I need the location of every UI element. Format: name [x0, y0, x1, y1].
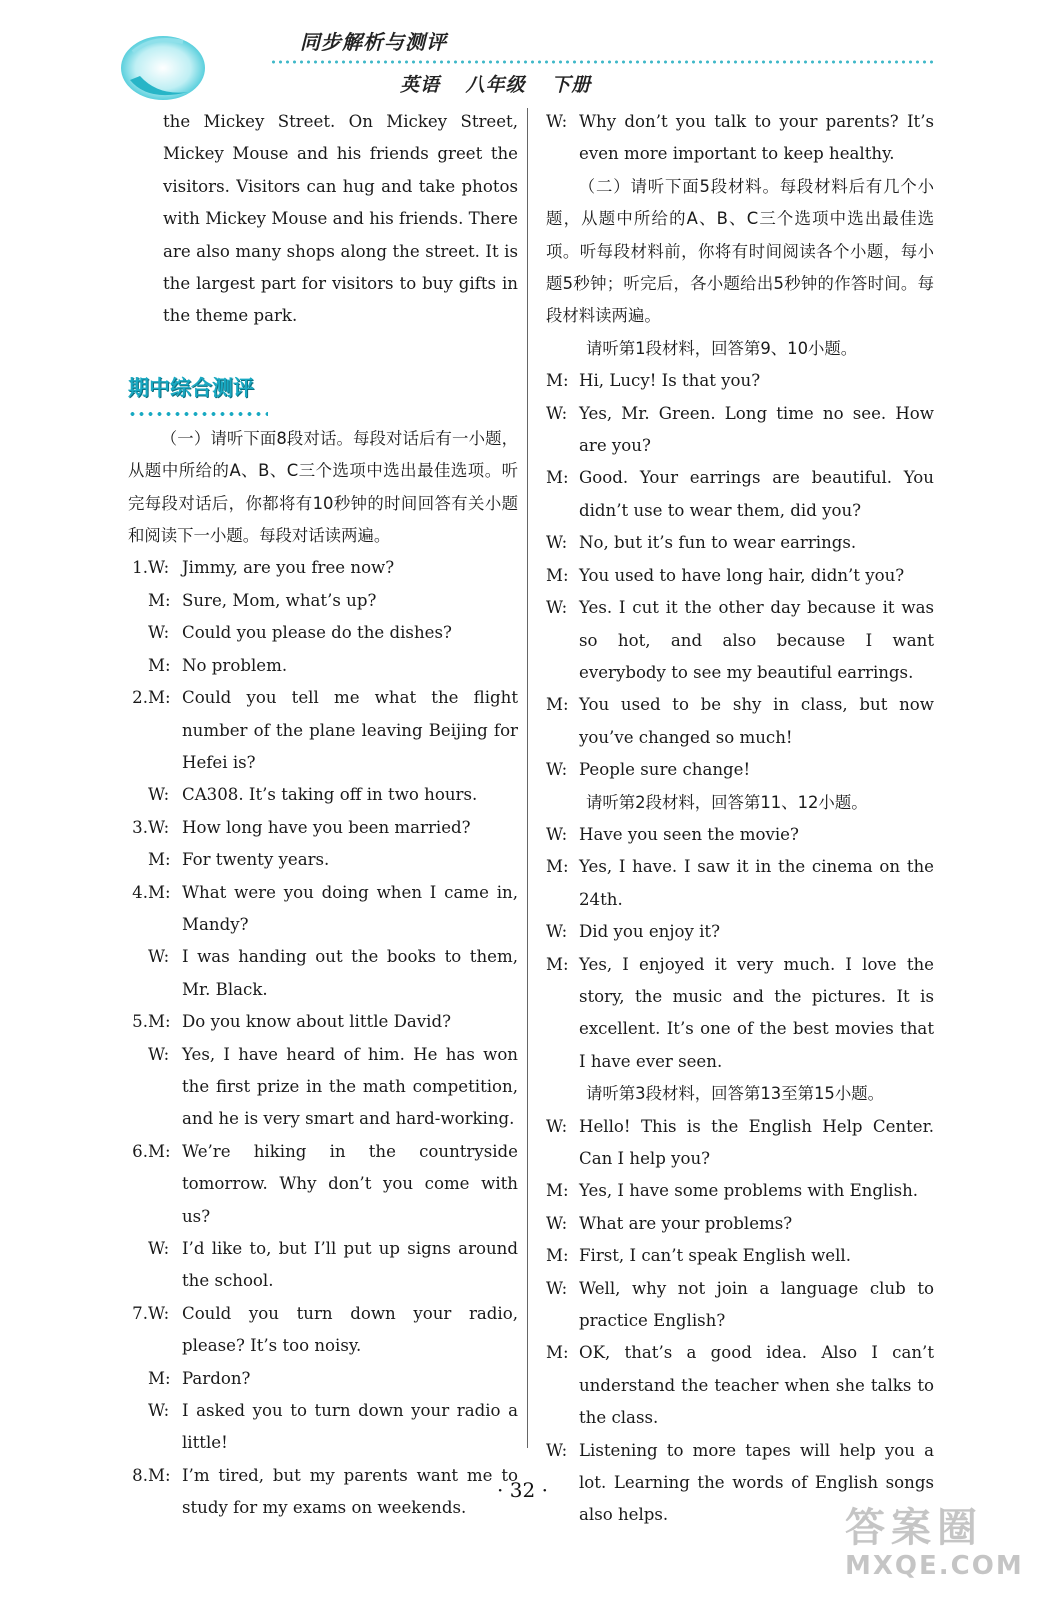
- question-number: 1.: [132, 558, 148, 578]
- speaker-label: M:: [546, 1181, 569, 1201]
- dialogue-line: [128, 1233, 518, 1298]
- dialogue-line: [128, 617, 518, 649]
- line-text: OK, that’s a good idea. Also I can’t understand the teacher when she talks to the class.: [579, 1343, 934, 1428]
- line-text: What are your problems?: [579, 1213, 793, 1233]
- watermark-bottom: MXQE.COM: [845, 1551, 1024, 1581]
- series-title: 同步解析与测评: [300, 30, 447, 54]
- watermark-top: 答案圈: [845, 1505, 983, 1551]
- intro-paragraph: the Mickey Street. On Mickey Street, Mickey Mouse and his friends greet the visitors. Visitors can hug and take photos with Mickey Mouse and his friends. There are also many shops along the street. It is the largest part for visitors to buy gifts in the theme park.: [163, 112, 518, 326]
- line-text: I asked you to turn down your radio a little!: [182, 1401, 518, 1453]
- speaker-label: W:: [546, 403, 568, 423]
- dialogue-line: [128, 1006, 518, 1038]
- speaker-label: M:: [148, 1368, 171, 1388]
- speaker-label: M:: [546, 468, 569, 488]
- question-number: 4.: [132, 882, 148, 902]
- line-text: Yes, I have. I saw it in the cinema on the 24th.: [579, 857, 934, 909]
- line-text: Could you turn down your radio, please? It’s too noisy.: [182, 1303, 518, 1356]
- speaker-label: M:: [148, 655, 171, 675]
- line-text: You used to have long hair, didn’t you?: [579, 565, 905, 585]
- question-number: 2.: [132, 688, 148, 708]
- speaker-label: M:: [546, 857, 569, 877]
- line-text: Listening to more tapes will help you a lot. Learning the words of English songs also helps.: [579, 1440, 934, 1525]
- line-text: I’m tired, but my parents want me to study for my exams on weekends.: [182, 1465, 518, 1518]
- speaker-label: W:: [148, 947, 170, 967]
- speaker-label: M:: [546, 1343, 569, 1363]
- dialogue-line: [128, 552, 518, 584]
- line-text: Do you know about little David?: [182, 1012, 451, 1032]
- line-text: Good. Your earrings are beautiful. You didn’t use to wear them, did you?: [579, 468, 934, 520]
- line-text: Yes, I have heard of him. He has won the first prize in the math competition, and he is very smart and hard-working.: [182, 1044, 518, 1129]
- speaker-label: M:: [148, 1141, 171, 1161]
- material-heading: 请听第3段材料，回答第13至第15小题。: [586, 1084, 884, 1104]
- dialogue-line: [546, 949, 934, 1079]
- line-text: Why don’t you talk to your parents? It’s even more important to keep healthy.: [579, 112, 934, 164]
- line-text: People sure change!: [579, 760, 751, 780]
- dialogue-line: [546, 689, 934, 754]
- speaker-label: W:: [148, 1044, 170, 1064]
- dialogue-line: [546, 1240, 934, 1272]
- speaker-label: M:: [546, 1246, 569, 1266]
- dialogue-line: [546, 1175, 934, 1207]
- speaker-label: W:: [148, 1303, 170, 1323]
- line-text: I’d like to, but I’ll put up signs around the school.: [182, 1239, 518, 1291]
- speaker-label: M:: [148, 590, 171, 610]
- speaker-label: W:: [148, 1401, 170, 1421]
- dialogue-line: [546, 527, 934, 559]
- dialogue-line: [546, 365, 934, 397]
- line-text: First, I can’t speak English well.: [579, 1246, 852, 1266]
- line-text: CA308. It’s taking off in two hours.: [182, 785, 478, 805]
- question-number: 3.: [132, 817, 148, 837]
- speaker-label: W:: [546, 598, 568, 618]
- material-list: [546, 333, 934, 1532]
- material-heading: 请听第2段材料，回答第11、12小题。: [586, 792, 868, 812]
- dialogue-line: [128, 682, 518, 779]
- part1-instructions: （一）请听下面8段对话。每段对话后有一小题，从题中所给的A、B、C三个选项中选出最佳选项。听完每段对话后，你都将有10秒钟的时间回答有关小题和阅读下一小题。每段对话读两遍。: [128, 428, 518, 546]
- speaker-label: M:: [148, 850, 171, 870]
- speaker-label: W:: [546, 533, 568, 553]
- right-column: [546, 106, 934, 1532]
- speaker-label: M:: [546, 371, 569, 391]
- line-text: Yes, I enjoyed it very much. I love the story, the music and the pictures. It is excellent. It’s one of the best movies that I have ever seen.: [579, 954, 934, 1071]
- dialogue-line: [546, 916, 934, 948]
- dialogue-line: [128, 1363, 518, 1395]
- dialogue-line: [128, 941, 518, 1006]
- dialogue-line: [546, 1208, 934, 1240]
- dialogue-line: [128, 650, 518, 682]
- dialogue-line: [128, 1039, 518, 1136]
- series-logo: [118, 30, 213, 105]
- line-text: For twenty years.: [182, 850, 330, 870]
- line-text: Yes, I have some problems with English.: [579, 1181, 919, 1201]
- dialogue-line: [546, 1273, 934, 1338]
- speaker-label: M:: [546, 954, 569, 974]
- line-text: Sure, Mom, what’s up?: [182, 590, 377, 610]
- dialogue-line: [128, 1395, 518, 1460]
- speaker-label: W:: [148, 817, 170, 837]
- line-text: No, but it’s fun to wear earrings.: [579, 533, 857, 553]
- dialogue-line: [128, 877, 518, 942]
- left-column: [128, 106, 518, 1525]
- line-text: Could you please do the dishes?: [182, 623, 452, 643]
- line-text: Hello! This is the English Help Center. Can I help you?: [579, 1116, 934, 1168]
- line-text: Yes, Mr. Green. Long time no see. How are you?: [579, 403, 934, 456]
- line-text: Have you seen the movie?: [579, 824, 799, 844]
- question-number: 8.: [132, 1465, 148, 1485]
- speaker-label: W:: [148, 1239, 170, 1258]
- dialogue-line: [128, 1136, 518, 1233]
- line-text: What were you doing when I came in, Mandy?: [182, 882, 518, 934]
- page-number: · 32 ·: [497, 1478, 548, 1502]
- dialogue-line: [546, 106, 934, 171]
- line-text: We’re hiking in the countryside tomorrow. Why don’t you come with us?: [182, 1141, 518, 1226]
- material-heading: 请听第1段材料，回答第9、10小题。: [586, 338, 858, 358]
- speaker-label: M:: [148, 882, 171, 902]
- line-text: You used to be shy in class, but now you’ve changed so much!: [579, 695, 934, 747]
- dialogue-line: [546, 851, 934, 916]
- column-divider: [527, 108, 528, 1448]
- speaker-label: M:: [546, 695, 569, 715]
- speaker-label: M:: [148, 688, 171, 708]
- line-text: I was handing out the books to them, Mr. Black.: [182, 947, 518, 999]
- line-text: Hi, Lucy! Is that you?: [579, 371, 761, 391]
- dialogue-line: [546, 462, 934, 527]
- speaker-label: W:: [148, 785, 170, 805]
- line-text: Could you tell me what the flight number of the plane leaving Beijing for Hefei is?: [182, 688, 518, 772]
- section-title: 期中综合测评: [128, 375, 254, 400]
- dialogue-line: [546, 560, 934, 592]
- speaker-label: W:: [546, 922, 568, 942]
- line-text: Did you enjoy it?: [579, 922, 720, 942]
- dialogue-line: [128, 812, 518, 844]
- dialogue-line: [546, 398, 934, 463]
- question-number: 6.: [132, 1141, 148, 1161]
- question-number: 5.: [132, 1012, 148, 1032]
- line-text: How long have you been married?: [182, 817, 471, 837]
- part2-instructions: （二）请听下面5段材料。每段材料后有几个小题，从题中所给的A、B、C三个选项中选出最佳选项。听每段材料前，你将有时间阅读各个小题，每小题5秒钟；听完后，各小题给出5秒钟的作答时间。每段材料读两遍。: [546, 176, 934, 326]
- speaker-label: W:: [546, 1278, 568, 1298]
- speaker-label: W:: [546, 760, 568, 780]
- speaker-label: M:: [148, 1012, 171, 1032]
- dialogue-line: [546, 592, 934, 689]
- speaker-label: W:: [546, 1440, 568, 1460]
- dialogue-line: [546, 819, 934, 851]
- speaker-label: W:: [546, 1213, 568, 1233]
- dialogue-line: [128, 844, 518, 876]
- dialogue-line: [546, 754, 934, 786]
- line-text: No problem.: [182, 655, 288, 675]
- speaker-label: W:: [148, 623, 170, 643]
- speaker-label: W:: [546, 1116, 568, 1136]
- dialogue-line: [546, 1337, 934, 1434]
- speaker-label: W:: [546, 824, 568, 844]
- line-text: Yes. I cut it the other day because it was so hot, and also because I want everybody to see my beautiful earrings.: [579, 598, 934, 682]
- speaker-label: W:: [148, 558, 170, 578]
- dialogue-line: [546, 1111, 934, 1176]
- subject-line: 英语 八年级 下册: [400, 74, 592, 96]
- dialogue-line: [128, 1298, 518, 1363]
- dialogue-line: [128, 779, 518, 811]
- speaker-label: M:: [546, 565, 569, 585]
- dialogue-list: [128, 552, 518, 1524]
- watermark-logo: [845, 1505, 1024, 1590]
- section-title-dots: [128, 411, 268, 417]
- dialogue-line: [128, 585, 518, 617]
- header-dotted-rule: [270, 60, 935, 64]
- line-text: Jimmy, are you free now?: [182, 558, 395, 578]
- speaker-label: M:: [148, 1465, 171, 1485]
- line-text: Pardon?: [182, 1368, 251, 1388]
- line-text: Well, why not join a language club to practice English?: [579, 1278, 934, 1331]
- question-number: 7.: [132, 1303, 148, 1323]
- speaker-label: W:: [546, 112, 568, 131]
